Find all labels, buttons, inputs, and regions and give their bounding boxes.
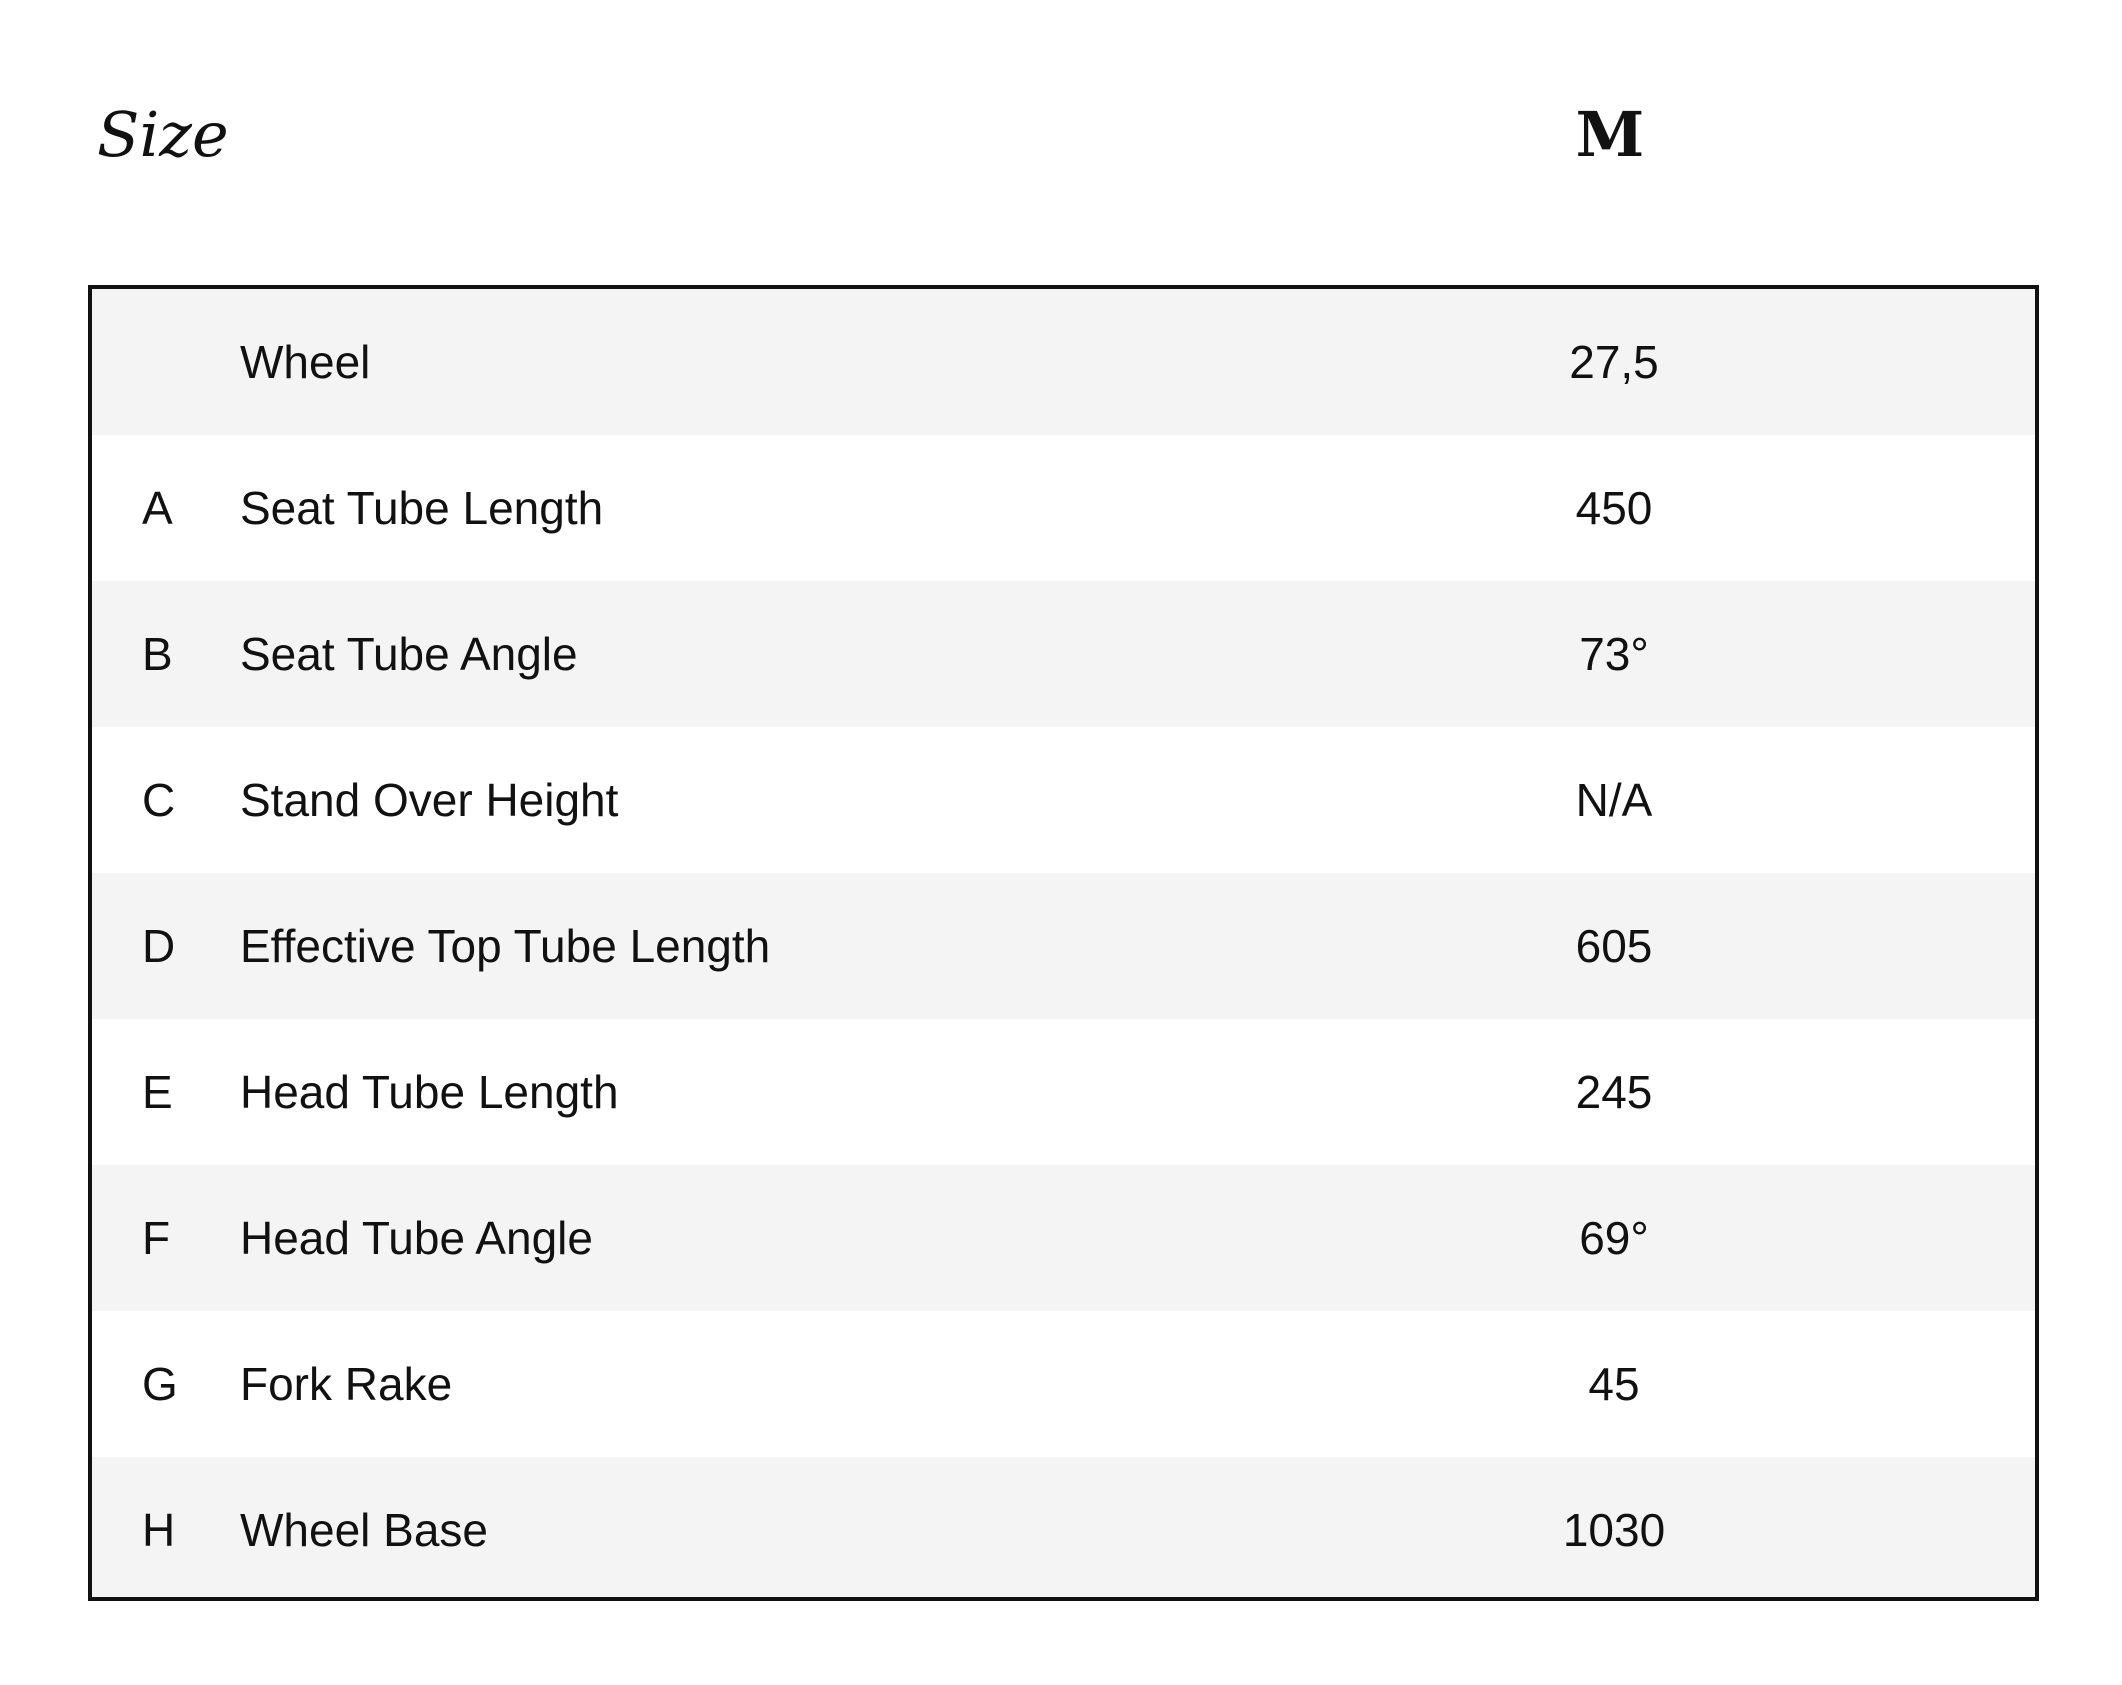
table-row	[92, 1165, 2035, 1311]
row-value: N/A	[1575, 774, 1653, 826]
row-letter: B	[142, 628, 173, 680]
row-name: Seat Tube Length	[240, 482, 604, 534]
row-value: 27,5	[1569, 336, 1659, 388]
row-letter: F	[142, 1212, 171, 1264]
row-name: Head Tube Length	[240, 1066, 619, 1118]
table-row	[92, 727, 2035, 873]
row-letter: E	[142, 1066, 173, 1118]
row-name: Effective Top Tube Length	[240, 920, 771, 972]
table-row	[92, 1311, 2035, 1457]
table-row	[92, 435, 2035, 581]
row-letter: H	[142, 1504, 176, 1556]
row-letter: D	[142, 920, 176, 972]
size-header	[0, 0, 2122, 280]
row-letter: A	[142, 482, 173, 534]
row-letter: C	[142, 774, 176, 826]
geometry-table	[88, 285, 2039, 1601]
table-row	[92, 1019, 2035, 1165]
row-name: Fork Rake	[240, 1358, 453, 1410]
row-name: Seat Tube Angle	[240, 628, 578, 680]
row-value: 69°	[1579, 1212, 1649, 1264]
table-row	[92, 289, 2035, 435]
row-letter: G	[142, 1358, 178, 1410]
row-value: 450	[1575, 482, 1653, 534]
size-label: Size	[97, 98, 229, 171]
row-name: Wheel Base	[240, 1504, 489, 1556]
table-row	[92, 873, 2035, 1019]
row-value: 73°	[1579, 628, 1649, 680]
row-name: Head Tube Angle	[240, 1212, 593, 1264]
row-name: Wheel	[240, 336, 371, 388]
table-row	[92, 581, 2035, 727]
row-value: 605	[1575, 920, 1653, 972]
row-name: Stand Over Height	[240, 774, 619, 826]
row-value: 1030	[1562, 1504, 1666, 1556]
row-value: 45	[1588, 1358, 1640, 1410]
size-value: M	[1575, 98, 1645, 171]
table-row	[92, 1457, 2035, 1601]
row-value: 245	[1575, 1066, 1653, 1118]
